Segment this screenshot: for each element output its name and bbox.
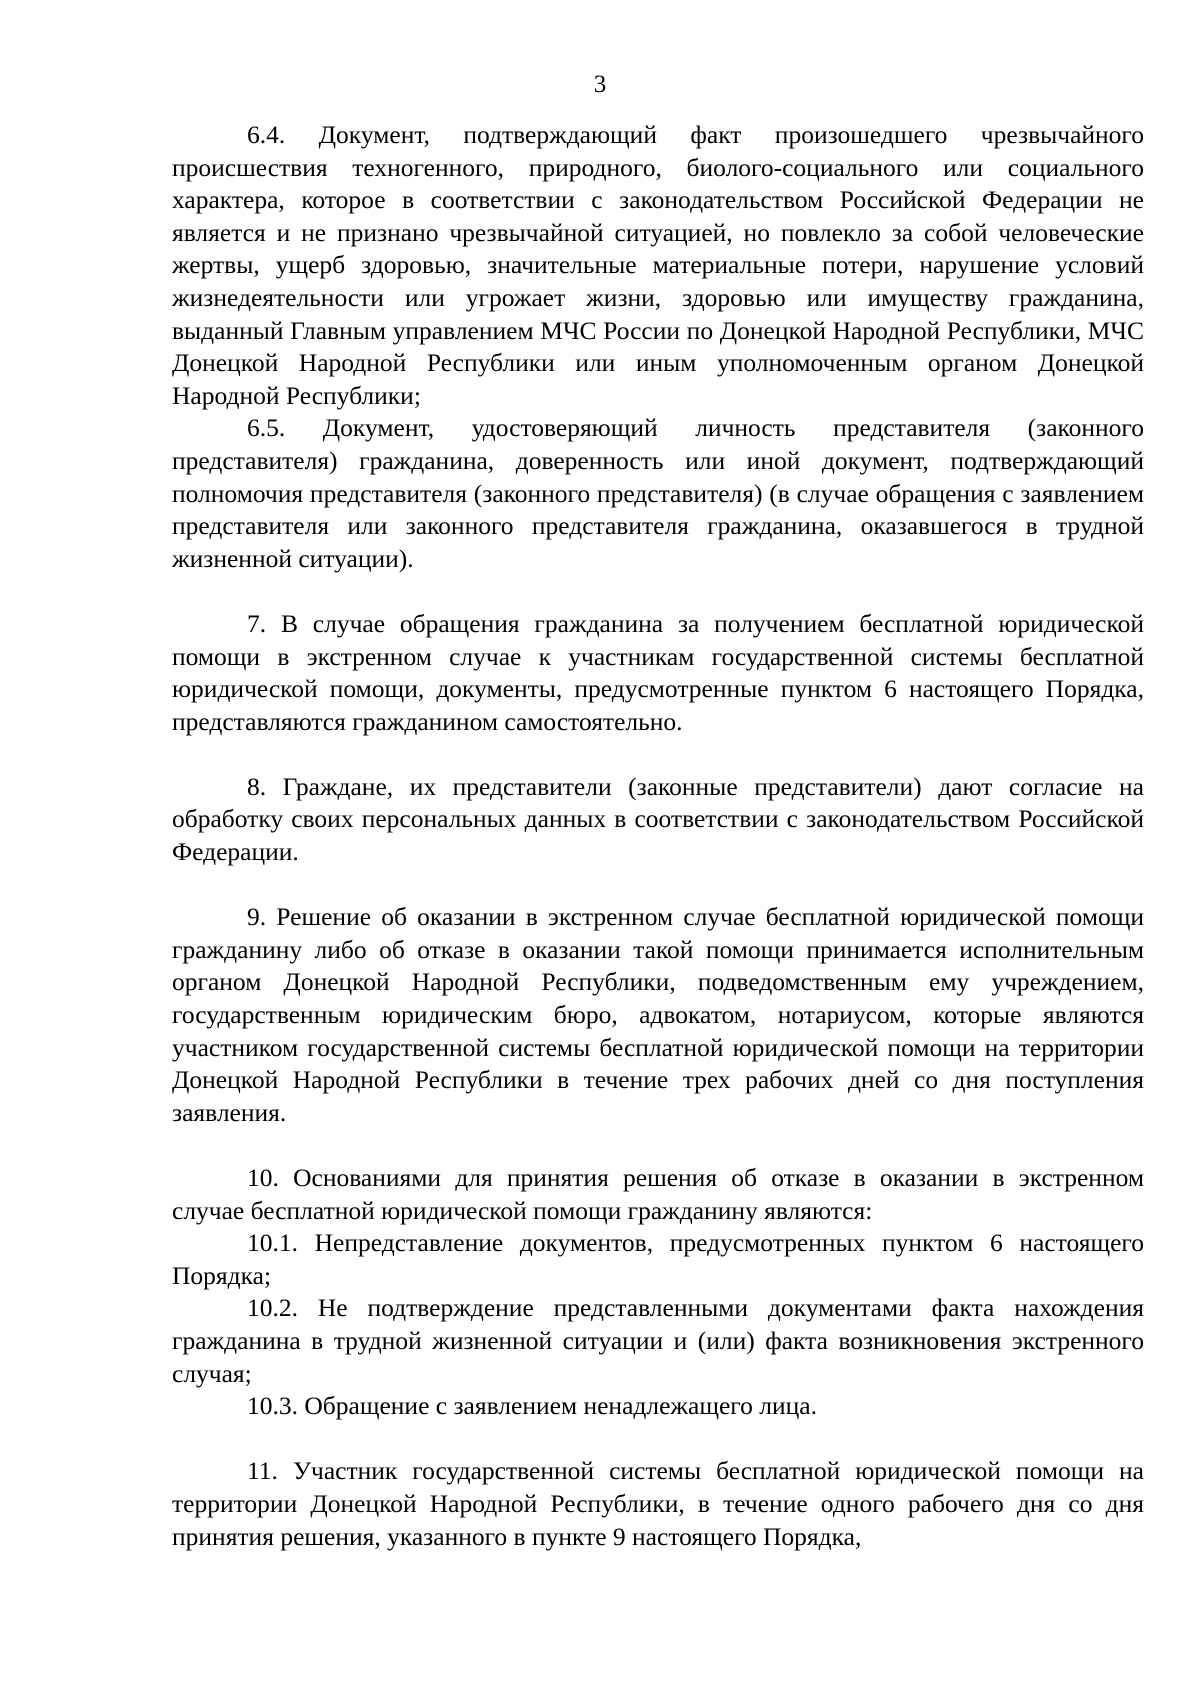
paragraph-9: 9. Решение об оказании в экстренном случае бесплатной юридической помощи гражданину либо об отказе в оказании такой помощи принимается исполнительным органом Донецкой Народной Республики, подведомственным ему учреждением, государственным юридическим бюро, адвокатом, нотариусом, которые являются участником государственной системы бесплатной юридической помощи на территории Донецкой Народной Республики в течение трех рабочих дней со дня поступления заявления. [172,902,1144,1127]
paragraph-10-3: 10.3. Обращение с заявлением ненадлежащего лица. [247,1391,817,1421]
paragraph-7: 7. В случае обращения гражданина за получением бесплатной юридической помощи в экстренном случае к участникам государственной системы бесплатной юридической помощи, документы, предусмотренные пунктом 6 настоящего Порядка, представляются гражданином самостоятельно. [172,608,1144,736]
paragraph-6-4: 6.4. Документ, подтверждающий факт произошедшего чрезвычайного происшествия техногенного, природного, биолого-социального или социального характера, которое в соответствии с законодательством Российской Федерации не является и не признано чрезвычайной ситуацией, но повлекло за собой человеческие жертвы, ущерб здоровью, значительные материальные потери, нарушение условий жизнедеятельности или угрожает жизни, здоровью или имуществу гражданина, выданный Главным управлением МЧС России по Донецкой Народной Республики, МЧС Донецкой Народной Республики или иным уполномоченным органом Донецкой Народной Республики; [172,120,1144,410]
page-number: 3 [593,71,607,98]
paragraph-8: 8. Граждане, их представители (законные представители) дают согласие на обработку своих персональных данных в соответствии с законодательством Российской Федерации. [172,771,1144,867]
paragraph-11: 11. Участник государственной системы бесплатной юридической помощи на территории Донецкой Народной Республики, в течение одного рабочего дня со дня принятия решения, указанного в пункте 9 настоящего Порядка, [172,1456,1144,1551]
paragraph-10-2: 10.2. Не подтверждение представленными документами факта нахождения гражданина в трудной жизненной ситуации и (или) факта возникновения экстренного случая; [172,1293,1144,1388]
paragraph-6-5: 6.5. Документ, удостоверяющий личность представителя (законного представителя) гражданина, доверенность или иной документ, подтверждающий полномочия представителя (законного представителя) (в случае обращения с заявлением представителя или законного представителя гражданина, оказавшегося в трудной жизненной ситуации). [172,413,1144,573]
paragraph-10: 10. Основаниями для принятия решения об отказе в оказании в экстренном случае бесплатной юридической помощи гражданину являются: [172,1163,1144,1225]
document-body [172,119,1144,1553]
paragraph-10-1: 10.1. Непредставление документов, предусмотренных пунктом 6 настоящего Порядка; [172,1228,1144,1290]
